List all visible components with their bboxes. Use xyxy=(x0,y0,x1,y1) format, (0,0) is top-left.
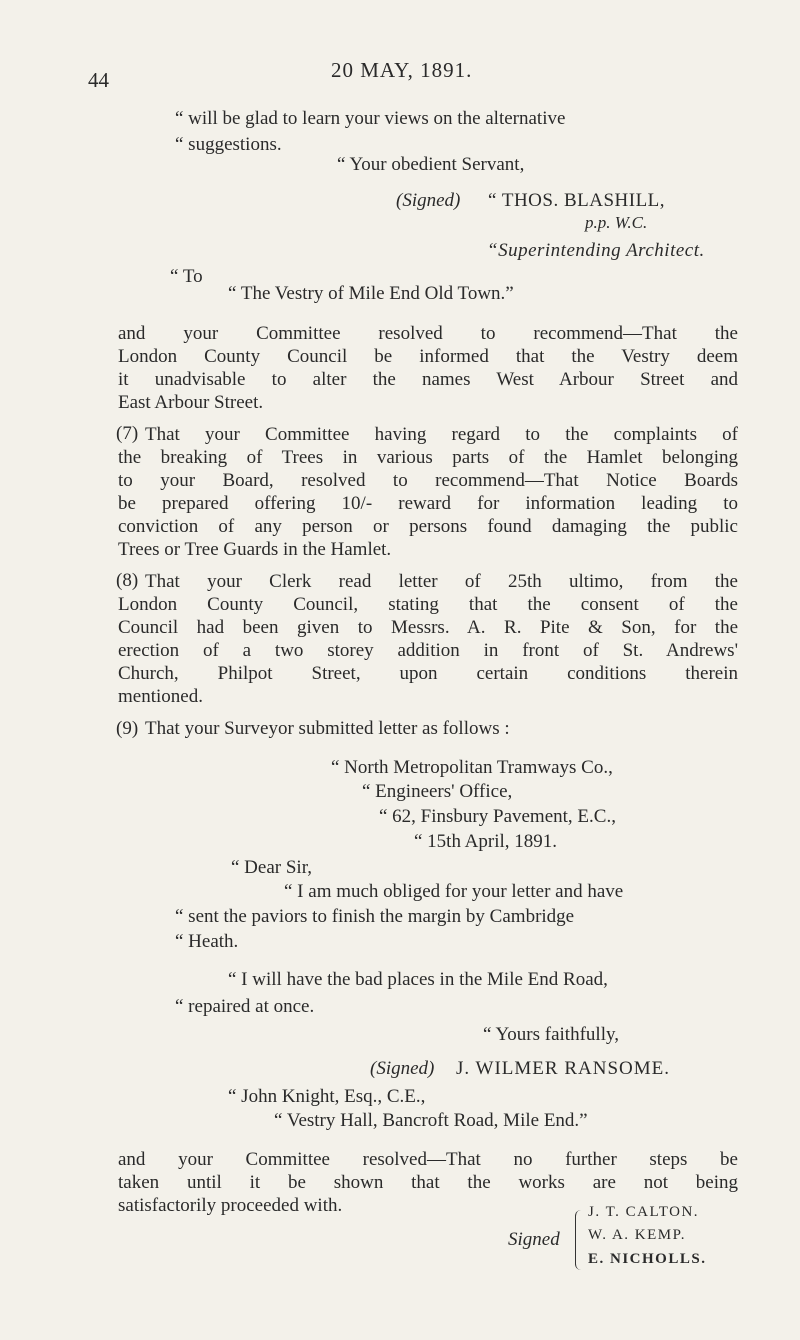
signatory-name: J. WILMER RANSOME. xyxy=(456,1058,670,1079)
text-line: the breaking of Trees in various parts of the Hamlet belonging xyxy=(118,447,738,468)
text-line: Trees or Tree Guards in the Hamlet. xyxy=(118,539,392,560)
signed-label: (Signed) xyxy=(396,190,461,211)
item-number: (7) xyxy=(116,423,139,444)
letter-closing: “ Yours faithfully, xyxy=(483,1024,619,1045)
text-line: and your Committee resolved—That no further steps be xyxy=(118,1149,738,1170)
text-line: to your Board, resolved to recommend—That Notice Boards xyxy=(118,470,738,491)
text-line: and your Committee resolved to recommend—That the xyxy=(118,323,738,344)
letter-body-line: “ Heath. xyxy=(175,931,239,952)
text-line: That your Committee having regard to the complaints of xyxy=(145,424,738,445)
item-paragraph xyxy=(118,423,738,561)
text-line: satisfactorily proceeded with. xyxy=(118,1195,343,1216)
signatory-name: J. T. CALTON. xyxy=(588,1204,700,1220)
text-line: conviction of any person or persons found damaging the public xyxy=(118,516,738,537)
text-line: mentioned. xyxy=(118,686,203,707)
text-line: London County Council, stating that the consent of the xyxy=(118,594,738,615)
signatory-title: “Superintending Architect. xyxy=(487,240,705,261)
text-line: taken until it be shown that the works are not being xyxy=(118,1172,738,1193)
page-number: 44 xyxy=(88,68,109,92)
signatory-name: E. NICHOLLS. xyxy=(588,1251,707,1267)
signature-brace xyxy=(575,1210,586,1270)
text-line: London County Council be informed that the Vestry deem xyxy=(118,346,738,367)
item-intro: That your Surveyor submitted letter as follows : xyxy=(145,718,510,739)
letter-line: “ will be glad to learn your views on the alternative xyxy=(175,108,566,129)
letter-body-line: “ I will have the bad places in the Mile End Road, xyxy=(228,969,608,990)
address-line: “ 15th April, 1891. xyxy=(414,831,558,852)
text-line: That your Clerk read letter of 25th ultimo, from the xyxy=(145,571,738,592)
item-paragraph xyxy=(118,570,738,708)
letter-closing: “ Your obedient Servant, xyxy=(337,154,525,175)
letter-to: “ To xyxy=(170,266,203,287)
letter-body-line: “ repaired at once. xyxy=(175,996,315,1017)
page-date: 20 MAY, 1891. xyxy=(331,58,473,82)
signed-label: (Signed) xyxy=(370,1058,435,1079)
text-line: be prepared offering 10/- reward for information leading to xyxy=(118,493,738,514)
signatory-pp: p.p. W.C. xyxy=(585,213,648,232)
letter-addressee: “ The Vestry of Mile End Old Town.” xyxy=(228,283,514,304)
address-line: “ Engineers' Office, xyxy=(362,781,513,802)
letter-line: “ suggestions. xyxy=(175,134,282,155)
salutation: “ Dear Sir, xyxy=(231,857,313,878)
signatory-name: “ THOS. BLASHILL, xyxy=(488,190,666,211)
text-line: it unadvisable to alter the names West Arbour Street and xyxy=(118,369,738,390)
recipient-line: “ Vestry Hall, Bancroft Road, Mile End.” xyxy=(274,1110,588,1131)
letter-body-line: “ sent the paviors to finish the margin by Cambridge xyxy=(175,906,575,927)
item-number: (9) xyxy=(116,718,139,739)
text-line: erection of a two storey addition in front of St. Andrews' xyxy=(118,640,738,661)
address-line: “ 62, Finsbury Pavement, E.C., xyxy=(379,806,616,827)
signatory-name: W. A. KEMP. xyxy=(588,1227,687,1243)
address-line: “ North Metropolitan Tramways Co., xyxy=(331,757,613,778)
recipient-line: “ John Knight, Esq., C.E., xyxy=(228,1086,426,1107)
text-line: East Arbour Street. xyxy=(118,392,264,413)
item-number: (8) xyxy=(116,570,139,591)
letter-body-line: “ I am much obliged for your letter and have xyxy=(284,881,624,902)
resolution-paragraph xyxy=(118,322,738,414)
text-line: Council had been given to Messrs. A. R. Pite & Son, for the xyxy=(118,617,738,638)
text-line: Church, Philpot Street, upon certain conditions therein xyxy=(118,663,738,684)
signed-label: Signed xyxy=(508,1229,560,1250)
